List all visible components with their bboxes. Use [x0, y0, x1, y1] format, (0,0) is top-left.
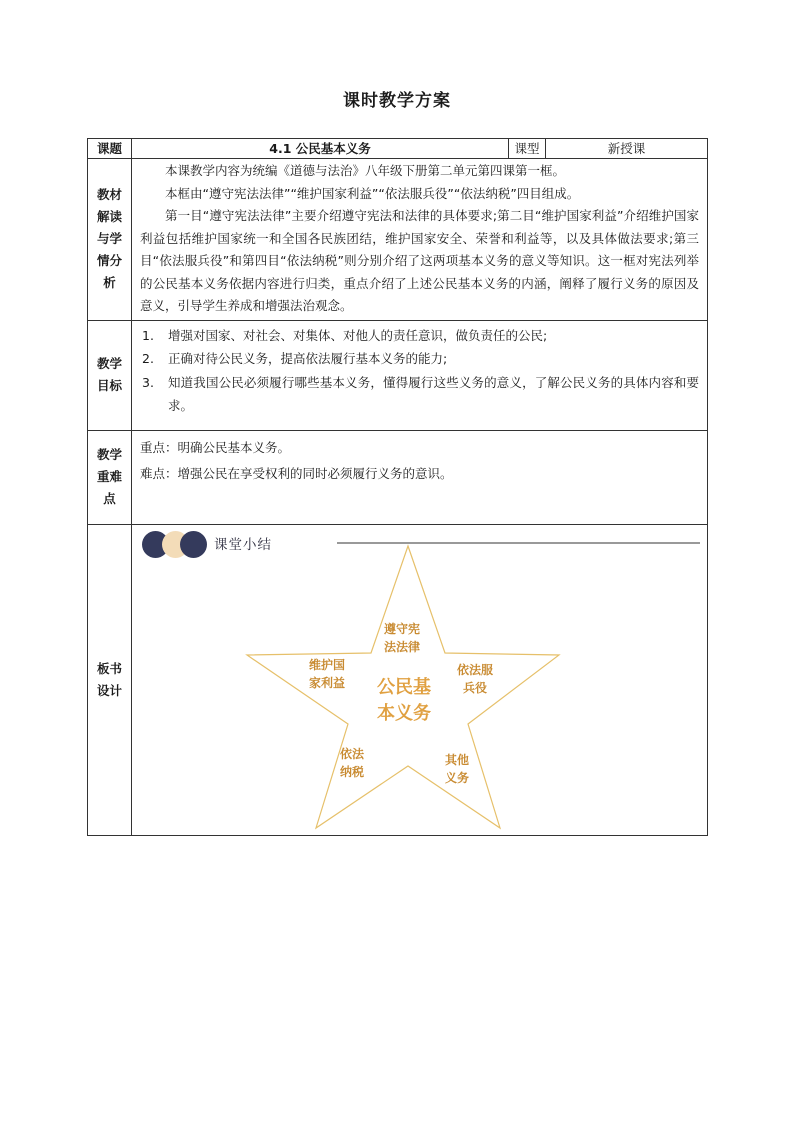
type-value: 新授课 — [546, 139, 708, 159]
star-point-bottom-left: 依法 纳税 — [339, 746, 364, 779]
key-point: 重点：明确公民基本义务。 — [140, 439, 291, 455]
summary-label: 课堂小结 — [214, 536, 272, 553]
topic-value: 4.1 公民基本义务 — [132, 139, 509, 159]
board-row — [88, 524, 708, 835]
goal-item: 1. 增强对国家、对社会、对集体、对他人的责任意识，做负责任的公民; — [142, 327, 548, 343]
board-content — [132, 524, 708, 835]
analysis-row — [88, 159, 708, 321]
key-points-content — [132, 430, 708, 524]
goal-item: 3. 知道我国公民必须履行哪些基本义务，懂得履行这些义务的意义，了解公民义务的具体内容和要求。 — [142, 374, 699, 413]
analysis-paragraph: 第一目“遵守宪法法律”主要介绍遵守宪法和法律的具体要求;第二目“维护国家利益”介绍维护国家利益包括维护国家统一和全国各民族团结，维护国家安全、荣誉和利益等，以及具体做法要求;第三目“依法服兵役”和第四目“依法纳税”则分别介绍了这两项基本义务的意义等知识。这一框对宪法列举的公民基本义务依据内容进行归类，重点介绍了上述公民基本义务的内涵，阐释了履行义务的原因及意义，引导学生养成和增强法治观念。 — [140, 208, 699, 313]
star-point-left: 维护国 家利益 — [308, 657, 345, 690]
star-center-text: 公民基 本义务 — [377, 676, 431, 724]
page-title: 课时教学方案 — [343, 91, 451, 111]
star-point-bottom-right: 其他 义务 — [444, 752, 469, 785]
key-points-label: 教学 重难 点 — [88, 430, 132, 524]
key-points-row — [88, 430, 708, 524]
goals-content — [132, 320, 708, 430]
goals-label: 教学 目标 — [88, 320, 132, 430]
topic-label: 课题 — [88, 139, 132, 159]
star-point-right: 依法服 兵役 — [456, 662, 493, 695]
analysis-label: 教材 解读 与学 情分 析 — [88, 159, 132, 321]
lesson-plan-table — [87, 138, 708, 836]
difficulty-point: 难点：增强公民在享受权利的同时必须履行义务的意识。 — [140, 465, 453, 481]
analysis-content — [132, 159, 708, 321]
header-row — [88, 139, 708, 159]
analysis-paragraph: 本框由“遵守宪法法律”“维护国家利益”“依法服兵役”“依法纳税”四目组成。 — [165, 185, 580, 201]
goal-item: 2. 正确对待公民义务，提高依法履行基本义务的能力; — [142, 351, 448, 366]
board-design — [132, 525, 707, 833]
type-label: 课型 — [509, 139, 546, 159]
analysis-paragraph: 本课教学内容为统编《道德与法治》八年级下册第二单元第四课第一框。 — [165, 163, 566, 178]
star-point-top: 遵守宪 法法律 — [383, 621, 420, 654]
goals-row — [88, 320, 708, 430]
board-label: 板书 设计 — [88, 524, 132, 835]
